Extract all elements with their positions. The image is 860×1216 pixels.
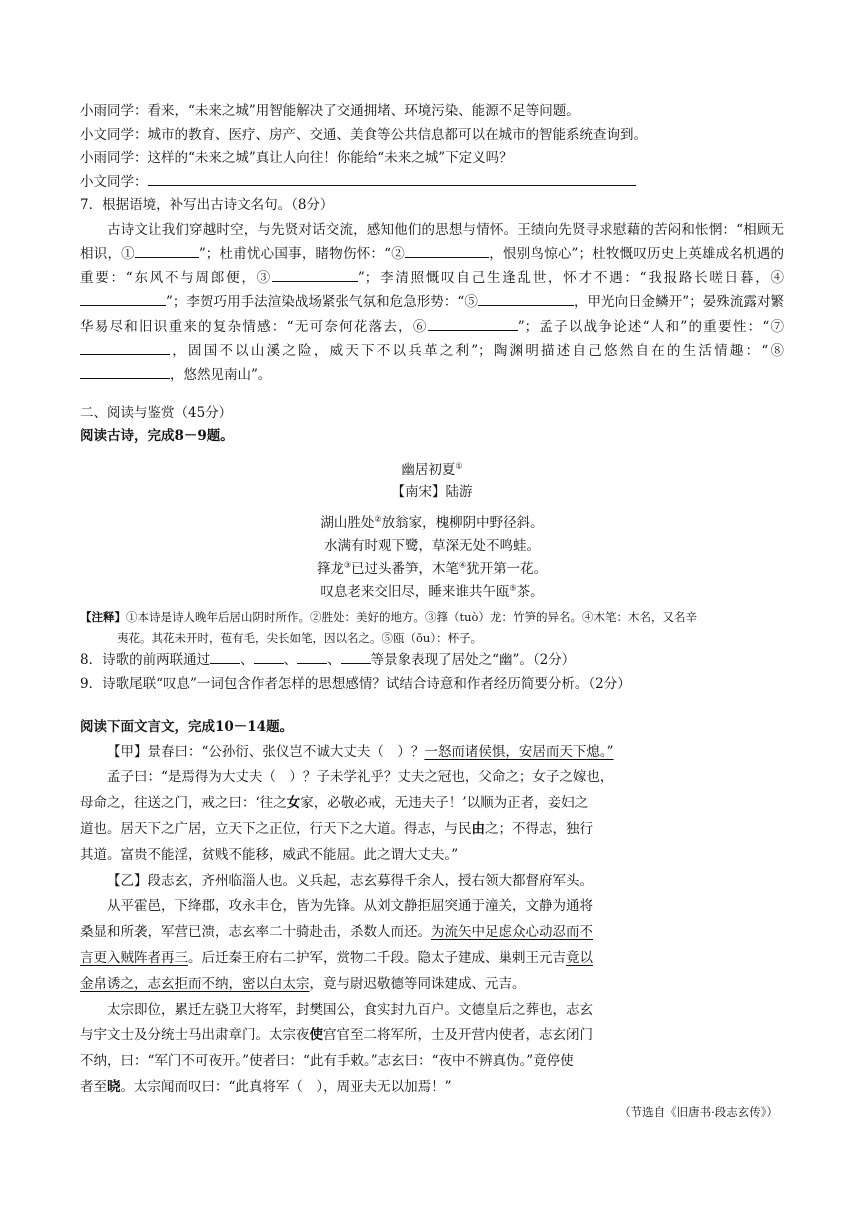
jia-line-1: 【甲】景春曰：“公孙衍、张仪岂不诚大丈夫（ ）？一怒而诸侯惧，安居而天下熄。” — [107, 743, 614, 760]
yi-line-6: 太宗即位，累迁左骁卫大将军，封樊国公，食实封九百户。文德皇后之葬也，志玄 — [107, 1001, 593, 1018]
q7-text-6: ，甲光向日金鳞开”；晏殊流露对繁华易尽和旧识重来的复杂情感：“无可奈何花落去，⑥ — [80, 294, 784, 335]
jia-line-5: 其道。富贵不能淫，贫贱不能移，威武不能屈。此之谓大丈夫。” — [80, 846, 459, 863]
yi-line-8: 不纳，曰：“军门不可夜开。”使者曰：“此有手敕。”志玄曰：“夜中不辨真伪。”竟停使 — [80, 1053, 574, 1070]
q7-text-8: ，固国不以山溪之险，威天下不以兵革之利”；陶渊明描述自己悠然自在的生活情趣：“⑧ — [170, 342, 784, 359]
speaker-label: 小文同学： — [80, 173, 148, 190]
poem-line-1: 湖山胜处②放翁家，槐柳阴中野径斜。 — [320, 514, 544, 532]
question-7 — [80, 194, 784, 388]
dialogue-line-2: 小文同学：城市的教育、医疗、房产、交通、美食等公共信息都可以在城市的智能系统查询到。 — [80, 126, 647, 143]
yi-line-1: 【乙】段志玄，齐州临淄人也。义兵起，志玄募得千余人，授右领大都督府军头。 — [107, 872, 593, 889]
note-line-2: 夷花。其花未开时，苞有毛，尖长如笔，因以名之。⑤瓯（ōu）：杯子。 — [117, 631, 483, 646]
yi-line-4: 言更入贼阵者再三。后迁秦王府右二护军，赏物二千段。隐太子建成、巢剌王元吉竟以 — [80, 949, 593, 966]
poem-line-4: 叹息老来交旧尽，睡来谁共午瓯⑤茶。 — [320, 583, 544, 601]
classical-text-block — [80, 716, 784, 1123]
jia-line-3: 母命之，往送之门，戒之曰：‘往之女家，必敬必戒，无违夫子！’以顺为正者，妾妇之 — [80, 795, 589, 812]
dialogue-line-4 — [80, 171, 784, 195]
section-2-heading: 二、阅读与鉴赏（45分） — [80, 404, 233, 421]
q7-passage — [80, 218, 784, 388]
blank-8[interactable] — [80, 364, 170, 379]
q8-blank-3[interactable] — [297, 649, 327, 664]
blank-7[interactable] — [80, 340, 170, 355]
blank-2[interactable] — [405, 243, 489, 258]
jia-line-4: 道也。居天下之广居，立天下之正位，行天下之大道。得志，与民由之；不得志，独行 — [80, 820, 593, 837]
blank-6[interactable] — [428, 316, 518, 331]
poem-block — [80, 459, 784, 650]
q8-blank-1[interactable] — [210, 649, 240, 664]
yi-line-5: 金帛诱之，志玄拒而不纳，密以白太宗，竟与尉迟敬德等同诛建成、元吉。 — [80, 975, 526, 992]
exam-page — [80, 100, 784, 1123]
yi-line-7: 与宇文士及分统士马出肃章门。太宗夜使宫官至二将军所，士及开营内使者，志玄闭门 — [80, 1027, 593, 1044]
q7-text-3: ，恨别鸟惊心”；杜牧慨叹历史上英雄成名机遇的重要：“东风不与周郎便，③ — [80, 245, 785, 287]
dialogue-line-3: 小雨同学：这样的“未来之城”真让人向往！你能给“未来之城”下定义吗？ — [80, 150, 513, 166]
classical-instruction: 阅读下面文言文，完成10－14题。 — [80, 719, 294, 736]
jia-line-2: 孟子曰：“是焉得为大丈夫（ ）？子未学礼乎？丈夫之冠也，父命之；女子之嫁也， — [107, 769, 614, 786]
poem-title: 幽居初夏① — [401, 461, 463, 478]
q8-blank-4[interactable] — [341, 649, 371, 664]
q8-blank-2[interactable] — [254, 649, 284, 664]
q7-text-4: ”；李清照慨叹自己生逢乱世，怀才不遇：“我报路长嗟日暮，④ — [357, 270, 784, 287]
blank-1[interactable] — [135, 243, 199, 258]
poem-body — [80, 512, 784, 604]
note-line-1: 【注释】①本诗是诗人晚年后居山阴时所作。②胜处：美好的地方。③箨（tuò）龙：竹笋的异名。④木笔：木名，又名辛 — [80, 610, 697, 625]
dialogue-line-1: 小雨同学：看来，“未来之城”用智能解决了交通拥堵、环境污染、能源不足等问题。 — [80, 103, 580, 119]
q7-text-2: ”；杜甫忧心国事，睹物伤怀：“② — [198, 245, 405, 262]
question-8: 8．诗歌的前两联通过 、 、 、 等景象表现了居处之“幽”。（2分） — [80, 649, 784, 673]
poem-notes — [80, 607, 784, 649]
blank-3[interactable] — [272, 267, 358, 282]
yi-line-9: 者至晓。太宗闻而叹曰：“此真将军（ ），周亚夫无以加焉！” — [80, 1078, 452, 1095]
poem-line-3: 箨龙③已过头番笋，木笔④犹开第一花。 — [316, 560, 548, 578]
yi-line-2: 从平霍邑，下绛郡，攻永丰仓，皆为先锋。从刘文静拒屈突通于潼关，文静为通将 — [107, 898, 593, 915]
answer-blank[interactable] — [148, 171, 636, 186]
poem-author: 【南宋】陆游 — [391, 483, 473, 500]
source-citation: （节选自《旧唐书·段志玄传》） — [619, 1104, 778, 1119]
q7-text-5: ”；李贺巧用手法渲染战场紧张气氛和危急形势：“⑤ — [166, 294, 478, 311]
q7-title: 7．根据语境，补写出古诗文名句。（8分） — [80, 197, 334, 213]
poem-line-2: 水满有时观下鹭，草深无处不鸣蛙。 — [324, 538, 540, 555]
question-9: 9．诗歌尾联“叹息”一词包含作者怎样的思想感情？试结合诗意和作者经历简要分析。（2分） — [80, 675, 631, 692]
q7-text-1: 古诗文让我们穿越时空，与先贤对话交流，感知他们的思想与情怀。王绩向先贤寻求慰藉的苦闷和怅惘：“相顾无相识，① — [80, 221, 784, 262]
yi-line-3: 桑显和所袭，军营已溃，志玄率二十骑赴击，杀数人而还。为流矢中足虑众心动忍而不 — [80, 924, 593, 941]
q7-text-9: ，悠然见南山”。 — [170, 367, 272, 384]
poem-instruction: 阅读古诗，完成8－9题。 — [80, 428, 234, 445]
q7-text-7: ”；孟子以战争论述“人和”的重要性：“⑦ — [517, 318, 785, 335]
dialogue-block — [80, 100, 784, 194]
blank-4[interactable] — [80, 291, 166, 306]
blank-5[interactable] — [478, 291, 574, 306]
